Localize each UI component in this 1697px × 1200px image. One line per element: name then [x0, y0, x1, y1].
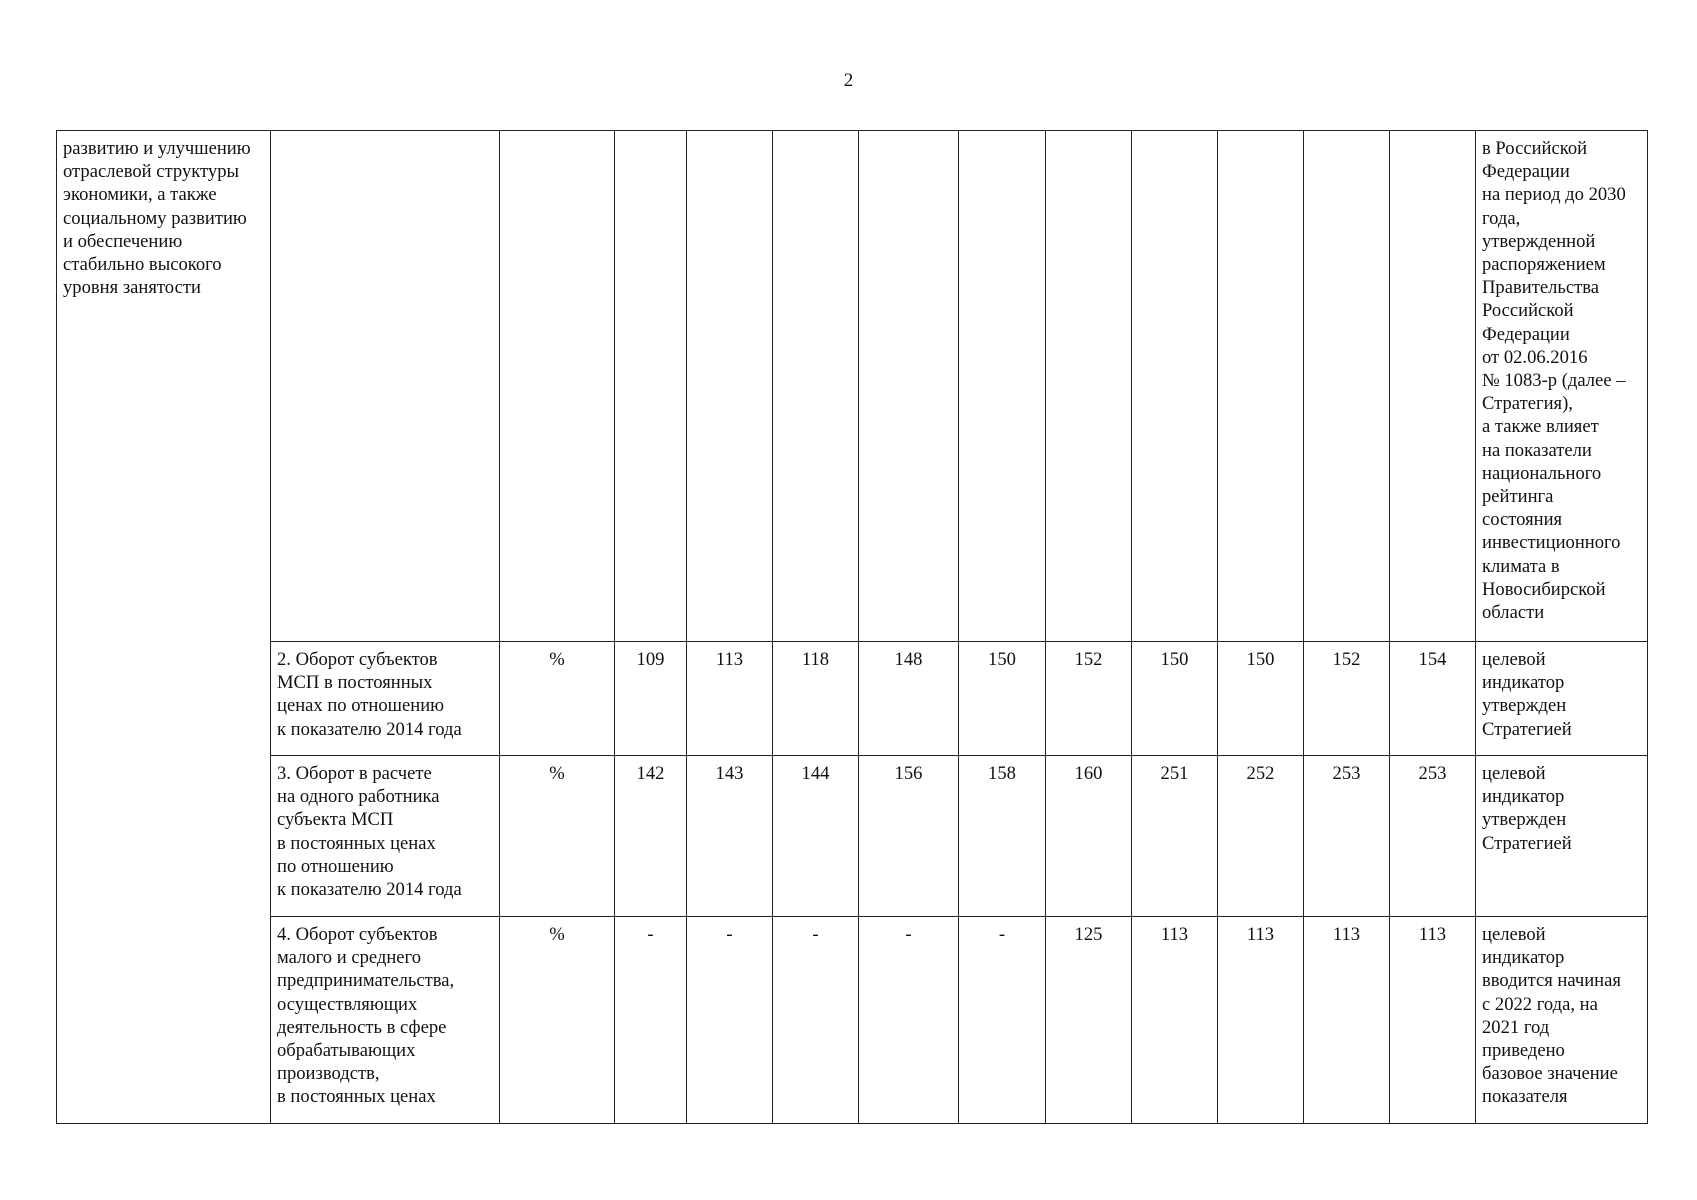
indicator-name-line: к показателю 2014 года — [277, 879, 462, 901]
unit-cell: % — [500, 756, 615, 917]
note-line: индикатор — [1482, 786, 1565, 808]
value-cell: - — [687, 917, 773, 1124]
note-line: базовое значение — [1482, 1063, 1618, 1085]
empty-cell — [615, 131, 687, 642]
value-cell: 150 — [1132, 642, 1218, 756]
value-cell: 251 — [1132, 756, 1218, 917]
table-row — [57, 917, 1648, 1124]
empty-cell — [687, 131, 773, 642]
note-line: области — [1482, 602, 1545, 624]
table-row — [57, 756, 1648, 917]
indicator-name-line: предпринимательства, — [277, 970, 455, 992]
indicator-name-line: к показателю 2014 года — [277, 718, 462, 740]
value-cell: - — [773, 917, 859, 1124]
note-line: Правительства — [1482, 277, 1600, 299]
value-cell: 152 — [1046, 642, 1132, 756]
value-cell: 152 — [1304, 642, 1390, 756]
indicator-name-line: 2. Оборот субъектов — [277, 649, 438, 670]
note-line: показателя — [1482, 1086, 1568, 1108]
note-line: климата в — [1482, 555, 1560, 577]
note-line: состояния — [1482, 509, 1563, 531]
goal-text-line: экономики, а также — [63, 184, 217, 206]
indicator-name-line: в постоянных ценах — [277, 832, 436, 854]
value-cell: - — [959, 917, 1046, 1124]
value-cell: 160 — [1046, 756, 1132, 917]
note-line: года, — [1482, 207, 1521, 229]
note-line: распоряжением — [1482, 254, 1606, 276]
value-cell: 144 — [773, 756, 859, 917]
value-cell: 113 — [1218, 917, 1304, 1124]
note-line: на период до 2030 — [1482, 184, 1626, 206]
value-cell: 253 — [1304, 756, 1390, 917]
note-line: целевой — [1482, 763, 1546, 784]
note-line: приведено — [1482, 1040, 1565, 1062]
note-line: на показатели — [1482, 439, 1592, 461]
note-line: в Российской — [1482, 138, 1588, 159]
value-cell: 150 — [1218, 642, 1304, 756]
note-line: Федерации — [1482, 161, 1570, 183]
value-cell: 113 — [687, 642, 773, 756]
value-cell: 113 — [1390, 917, 1476, 1124]
note-line: а также влияет — [1482, 416, 1599, 438]
unit-cell: % — [500, 642, 615, 756]
indicator-name-line: 4. Оборот субъектов — [277, 924, 438, 945]
page-number: 2 — [843, 70, 854, 91]
goal-cell — [57, 131, 271, 1124]
indicator-name-line: МСП в постоянных — [277, 672, 433, 694]
table-row — [57, 642, 1648, 756]
note-line: вводится начиная — [1482, 970, 1621, 992]
value-cell: 125 — [1046, 917, 1132, 1124]
value-cell: 143 — [687, 756, 773, 917]
value-cell: 113 — [1304, 917, 1390, 1124]
indicator-name-cell — [271, 917, 500, 1124]
empty-cell — [959, 131, 1046, 642]
indicator-name-line: ценах по отношению — [277, 695, 445, 717]
value-cell: 158 — [959, 756, 1046, 917]
goal-text-line: и обеспечению — [63, 230, 183, 252]
empty-cell — [1132, 131, 1218, 642]
value-cell: 113 — [1132, 917, 1218, 1124]
value-cell: - — [615, 917, 687, 1124]
goal-text-line: развитию и улучшению — [63, 138, 251, 159]
note-line: от 02.06.2016 — [1482, 346, 1588, 368]
note-line: инвестиционного — [1482, 532, 1621, 554]
value-cell: 118 — [773, 642, 859, 756]
empty-cell — [271, 131, 500, 642]
note-line: целевой — [1482, 649, 1546, 670]
note-line: № 1083-р (далее – — [1482, 370, 1626, 392]
note-line: Стратегией — [1482, 832, 1572, 854]
empty-cell — [500, 131, 615, 642]
note-line: Стратегией — [1482, 718, 1572, 740]
value-cell: 150 — [959, 642, 1046, 756]
note-line: индикатор — [1482, 672, 1565, 694]
empty-cell — [859, 131, 959, 642]
indicator-name-line: на одного работника — [277, 786, 440, 808]
value-cell: 142 — [615, 756, 687, 917]
goal-text-line: уровня занятости — [63, 277, 201, 299]
note-cell — [1476, 917, 1648, 1124]
note-line: Федерации — [1482, 323, 1570, 345]
note-line: утвержден — [1482, 809, 1567, 831]
note-cell — [1476, 131, 1648, 642]
indicators-table — [56, 130, 1648, 1124]
value-cell: 252 — [1218, 756, 1304, 917]
indicator-name-line: деятельность в сфере — [277, 1016, 447, 1038]
note-line: Новосибирской — [1482, 578, 1606, 600]
value-cell: - — [859, 917, 959, 1124]
value-cell: 109 — [615, 642, 687, 756]
note-line: Российской — [1482, 300, 1574, 322]
indicator-name-line: обрабатывающих — [277, 1040, 416, 1062]
indicator-name-line: в постоянных ценах — [277, 1086, 436, 1108]
goal-text-line: стабильно высокого — [63, 254, 222, 276]
value-cell: 148 — [859, 642, 959, 756]
indicator-name-cell — [271, 756, 500, 917]
empty-cell — [1390, 131, 1476, 642]
note-line: целевой — [1482, 924, 1546, 945]
note-line: национального — [1482, 462, 1602, 484]
note-line: Стратегия), — [1482, 393, 1573, 415]
indicator-name-line: по отношению — [277, 855, 394, 877]
note-line: индикатор — [1482, 947, 1565, 969]
note-line: рейтинга — [1482, 486, 1554, 508]
table-row-continuation — [57, 131, 1648, 642]
indicator-name-line: малого и среднего — [277, 947, 422, 969]
note-line: с 2022 года, на — [1482, 993, 1598, 1015]
empty-cell — [773, 131, 859, 642]
value-cell: 154 — [1390, 642, 1476, 756]
indicator-name-line: осуществляющих — [277, 993, 418, 1015]
indicator-name-cell — [271, 642, 500, 756]
empty-cell — [1304, 131, 1390, 642]
note-line: 2021 год — [1482, 1016, 1550, 1038]
note-cell — [1476, 642, 1648, 756]
value-cell: 156 — [859, 756, 959, 917]
empty-cell — [1218, 131, 1304, 642]
goal-text-line: социальному развитию — [63, 207, 247, 229]
note-line: утвержденной — [1482, 230, 1596, 252]
goal-text-line: отраслевой структуры — [63, 161, 239, 183]
note-cell — [1476, 756, 1648, 917]
unit-cell: % — [500, 917, 615, 1124]
indicator-name-line: субъекта МСП — [277, 809, 394, 831]
indicator-name-line: производств, — [277, 1063, 380, 1085]
empty-cell — [1046, 131, 1132, 642]
note-line: утвержден — [1482, 695, 1567, 717]
indicator-name-line: 3. Оборот в расчете — [277, 763, 432, 784]
value-cell: 253 — [1390, 756, 1476, 917]
